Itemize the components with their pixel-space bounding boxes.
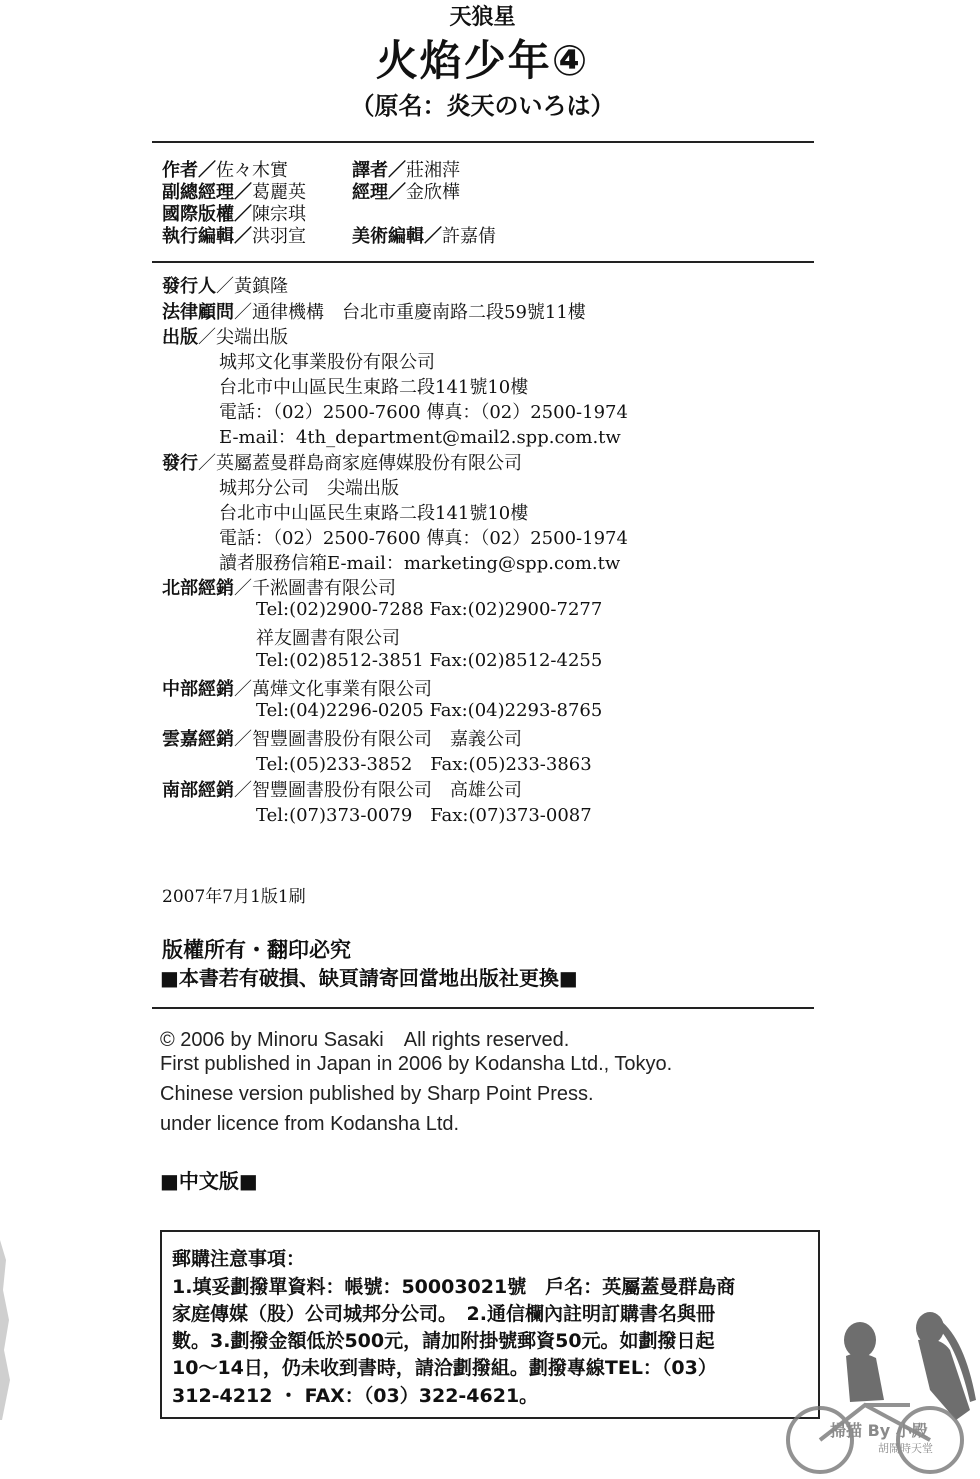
mail-order-line-2: 家庭傳媒（股）公司城邦分公司。 2.通信欄內註明訂購書名與冊 [172,1303,715,1325]
mail-order-title: 郵購注意事項： [172,1248,306,1270]
south-distribution: 南部經銷／智豐圖書股份有限公司 高雄公司 [162,780,522,801]
legal-line: 法律顧問／通律機構 台北市重慶南路二段59號11樓 [162,302,586,323]
imprint-line: 出版／尖端出版 [162,327,288,348]
copyright-line-3: Chinese version published by Sharp Point Press. [160,1083,594,1105]
divider [152,141,814,143]
original-title: （原名：炎天のいろは） [350,92,615,120]
imprint-address: 台北市中山區民生東路二段141號10樓 [219,377,529,398]
credit-art-editor: 美術編輯／許嘉倩 [352,226,496,247]
credit-exec-editor: 執行編輯／洪羽宣 [162,226,306,247]
north-tel-1: Tel:(02)2900-7288 Fax:(02)2900-7277 [256,599,603,620]
copyright-line-2: First published in Japan in 2006 by Kodansha Ltd., Tokyo. [160,1053,673,1075]
credit-manager: 經理／金欣樺 [352,182,460,203]
distributor-email: 讀者服務信箱E-mail：marketing@spp.com.tw [219,553,621,574]
rights-reserved-zh: 版權所有・翻印必究 [162,938,351,962]
credit-deputy-gm: 副總經理／葛麗英 [162,182,306,203]
north-company-2: 祥友圖書有限公司 [256,628,400,649]
copyright-line-1: © 2006 by Minoru Sasaki All rights reserved. [160,1029,570,1051]
defect-notice: ■本書若有破損、缺頁請寄回當地出版社更換■ [160,966,578,990]
mail-order-line-5: 312-4212 ・ FAX：（03）322-4621。 [172,1385,539,1407]
mail-order-line-4: 10～14日，仍未收到書時，請洽劃撥組。劃撥專線TEL：（03） [172,1357,717,1379]
edition-date: 2007年7月1版1刷 [162,887,306,907]
chinese-edition-label: ■中文版■ [160,1169,258,1193]
imprint-company: 城邦文化事業股份有限公司 [219,352,435,373]
north-tel-2: Tel:(02)8512-3851 Fax:(02)8512-4255 [256,650,603,671]
divider [152,1007,814,1009]
imprint-email: E-mail：4th_department@mail2.spp.com.tw [219,427,621,448]
series-name: 天狼星 [449,5,516,30]
edge-smudge [0,1240,20,1420]
credit-intl-rights: 國際版權／陳宗琪 [162,204,306,225]
copyright-line-4: under licence from Kodansha Ltd. [160,1113,460,1135]
watermark-text: 掃描 By 小殿 [830,1421,928,1440]
issuer-line: 發行人／黃鎮隆 [162,276,288,297]
distributor-phone: 電話：（02）2500-7600 傳真：（02）2500-1974 [219,528,628,549]
divider [152,261,814,263]
mail-order-line-3: 數。3.劃撥金額低於500元，請加附掛號郵資50元。如劃撥日起 [172,1330,715,1352]
book-title: 火焰少年④ [375,36,590,85]
chiayi-tel: Tel:(05)233-3852 Fax:(05)233-3863 [256,754,592,775]
mail-order-line-1: 1.填妥劃撥單資料：帳號：50003021號 戶名：英屬蓋曼群島商 [172,1276,736,1298]
distributor-line: 發行／英屬蓋曼群島商家庭傳媒股份有限公司 [162,453,522,474]
distributor-branch: 城邦分公司 尖端出版 [219,478,399,499]
credit-translator: 譯者／莊湘萍 [352,160,460,181]
south-tel: Tel:(07)373-0079 Fax:(07)373-0087 [256,805,592,826]
chiayi-distribution: 雲嘉經銷／智豐圖書股份有限公司 嘉義公司 [162,729,522,750]
distributor-address: 台北市中山區民生東路二段141號10樓 [219,503,529,524]
credit-author: 作者／佐々木實 [162,160,288,181]
central-distribution: 中部經銷／萬燁文化事業有限公司 [162,679,432,700]
watermark-subtext: 胡鬧時天堂 [878,1442,933,1455]
north-distribution: 北部經銷／千淞圖書有限公司 [162,578,396,599]
imprint-phone: 電話：（02）2500-7600 傳真：（02）2500-1974 [219,402,628,423]
central-tel: Tel:(04)2296-0205 Fax:(04)2293-8765 [256,700,603,721]
